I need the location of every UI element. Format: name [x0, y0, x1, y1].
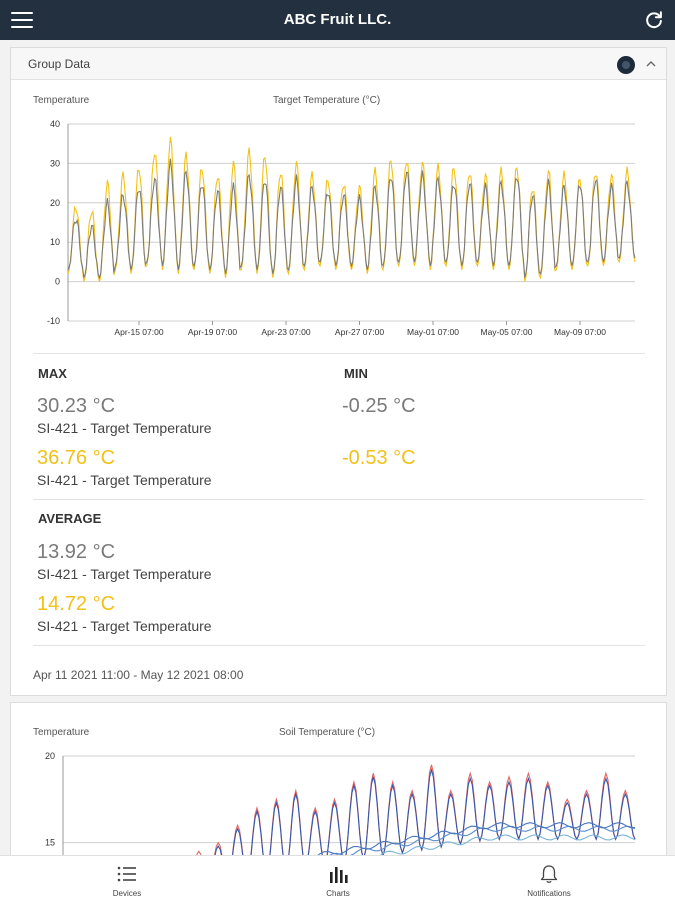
nav-charts-label: Charts	[326, 889, 350, 898]
chart1-xtick-label: May-05 07:00	[480, 327, 533, 337]
chart1-xtick-label: May-01 07:00	[407, 327, 459, 337]
chart2-title: Soil Temperature (°C)	[279, 727, 376, 738]
chart2-ytick-label: 20	[44, 751, 55, 761]
app-title: ABC Fruit LLC.	[283, 11, 392, 28]
max-value-yellow: 36.76 °C	[37, 447, 116, 469]
stats-divider-middle	[33, 499, 645, 500]
chart2-ytick-label: 15	[44, 837, 55, 848]
average-heading: AVERAGE	[38, 511, 102, 526]
chart1-ytick-label: -10	[46, 316, 60, 326]
app-header	[0, 0, 675, 40]
chart1-ytick-label: 30	[49, 158, 60, 169]
target-temperature-chart[interactable]	[11, 108, 651, 358]
chart1-xtick-label: Apr-23 07:00	[261, 327, 311, 337]
group-data-card	[10, 47, 667, 696]
min-value-gray: -0.25 °C	[342, 395, 416, 417]
bottom-navigation	[0, 855, 675, 901]
avg-value-gray: 13.92 °C	[37, 541, 116, 563]
min-heading: MIN	[344, 366, 368, 381]
stats-divider-top	[33, 353, 645, 354]
nav-notifications[interactable]	[489, 856, 609, 901]
max-value-gray: 30.23 °C	[37, 395, 116, 417]
max-label-yellow: SI-421 - Target Temperature	[37, 472, 212, 488]
bell-icon	[538, 864, 560, 884]
status-indicator-icon	[617, 56, 635, 74]
group-data-title: Group Data	[28, 57, 91, 71]
nav-charts[interactable]	[278, 856, 398, 901]
chart2-ylabel: Temperature	[33, 727, 90, 738]
min-value-yellow: -0.53 °C	[342, 447, 416, 469]
date-range: Apr 11 2021 11:00 - May 12 2021 08:00	[33, 668, 244, 682]
refresh-icon[interactable]	[643, 9, 665, 31]
chart1-xtick-label: Apr-19 07:00	[187, 327, 238, 337]
nav-notifications-label: Notifications	[527, 889, 571, 898]
group-data-header[interactable]	[11, 48, 666, 80]
chart1-xtick-label: May-09 07:00	[554, 327, 606, 337]
chevron-up-icon[interactable]	[644, 57, 658, 71]
nav-devices[interactable]	[67, 856, 187, 901]
list-icon	[116, 864, 138, 884]
stats-divider-bottom	[33, 645, 645, 646]
chart1-ytick-label: 40	[49, 119, 60, 129]
avg-label-yellow: SI-421 - Target Temperature	[37, 618, 212, 634]
soil-temperature-chart[interactable]	[11, 743, 651, 863]
chart1-ylabel: Temperature	[33, 95, 90, 106]
chart1-ytick-label: 20	[49, 197, 60, 208]
chart1-series-line	[68, 137, 635, 282]
max-label-gray: SI-421 - Target Temperature	[37, 420, 212, 436]
chart1-ytick-label: 0	[54, 276, 60, 287]
avg-value-yellow: 14.72 °C	[37, 593, 116, 615]
chart1-xtick-label: Apr-27 07:00	[334, 327, 385, 337]
max-heading: MAX	[38, 366, 67, 381]
chart1-ytick-label: 10	[49, 237, 60, 248]
chart1-title: Target Temperature (°C)	[273, 95, 381, 106]
chart1-xtick-label: Apr-15 07:00	[114, 327, 164, 337]
avg-label-gray: SI-421 - Target Temperature	[37, 566, 212, 582]
soil-temperature-card	[10, 702, 667, 863]
bar-chart-icon	[327, 864, 349, 884]
nav-devices-label: Devices	[112, 889, 142, 898]
